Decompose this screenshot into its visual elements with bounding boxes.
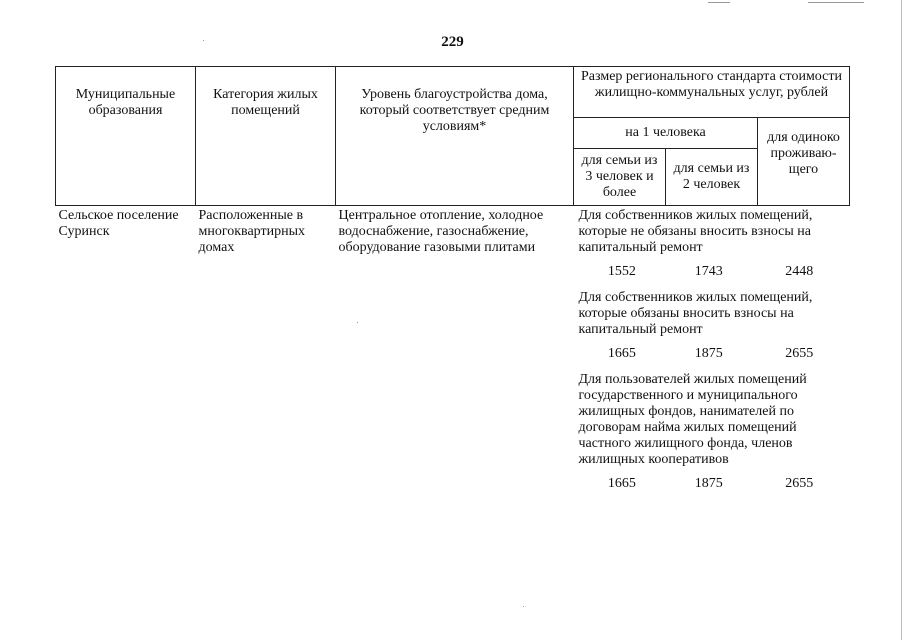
value-single: 2448 [785, 264, 814, 279]
scan-speck [357, 322, 358, 323]
group-title-2: Для собственников жилых помещений, которые обязаны вносить взносы на капитальный ремонт [578, 290, 813, 337]
header-family-3: для семьи из 3 человек и более [574, 149, 666, 206]
value-family-2: 1743 [694, 264, 723, 279]
scan-speck [523, 606, 524, 607]
group-title-1: Для собственников жилых помещений, которые не обязаны вносить взносы на капитальный ремонт [578, 208, 813, 255]
header-family-2: для семьи из 2 человек [666, 149, 758, 206]
table-row [56, 206, 850, 505]
top-rule-left [708, 2, 730, 3]
group-values-2 [579, 338, 847, 372]
value-single: 2655 [785, 476, 814, 491]
cell-category: Расположенные в многоквартирных домах [198, 208, 306, 255]
group-title-3: Для пользователей жилых помещений государственного и муниципального жилищных фондов, нанимателей по договорам найма жилых помещений частного жилищного фонда, членов жилищных кооперативов [578, 372, 807, 467]
cell-level: Центральное отопление, холодное водоснабжение, газоснабжение, оборудование газовыми плитами [338, 208, 544, 255]
value-family-3: 1665 [607, 476, 636, 491]
page-number: 229 [441, 34, 464, 50]
header-single: для одиноко проживаю-щего [758, 118, 850, 206]
top-rule-right [808, 2, 864, 3]
header-category: Категория жилых помещений [196, 67, 336, 206]
header-standard: Размер регионального стандарта стоимости жилищно-коммунальных услуг, рублей [574, 67, 850, 118]
value-family-2: 1875 [694, 346, 723, 361]
value-family-2: 1875 [694, 476, 723, 491]
scan-speck [203, 40, 204, 41]
header-municipality: Муниципальные образования [56, 67, 196, 206]
header-per-person: на 1 человека [574, 118, 758, 149]
value-family-3: 1665 [607, 346, 636, 361]
value-family-3: 1552 [607, 264, 636, 279]
group-values-1 [579, 256, 847, 290]
standard-cost-table [55, 66, 850, 504]
cell-standard-groups [574, 206, 850, 505]
value-single: 2655 [785, 346, 814, 361]
page-edge-line [901, 0, 902, 640]
group-values-3 [579, 468, 847, 502]
header-row-1 [56, 67, 850, 118]
header-level: Уровень благоустройства дома, который соответствует средним условиям* [336, 67, 574, 206]
cell-municipality: Сельское поселение Суринск [58, 208, 179, 239]
